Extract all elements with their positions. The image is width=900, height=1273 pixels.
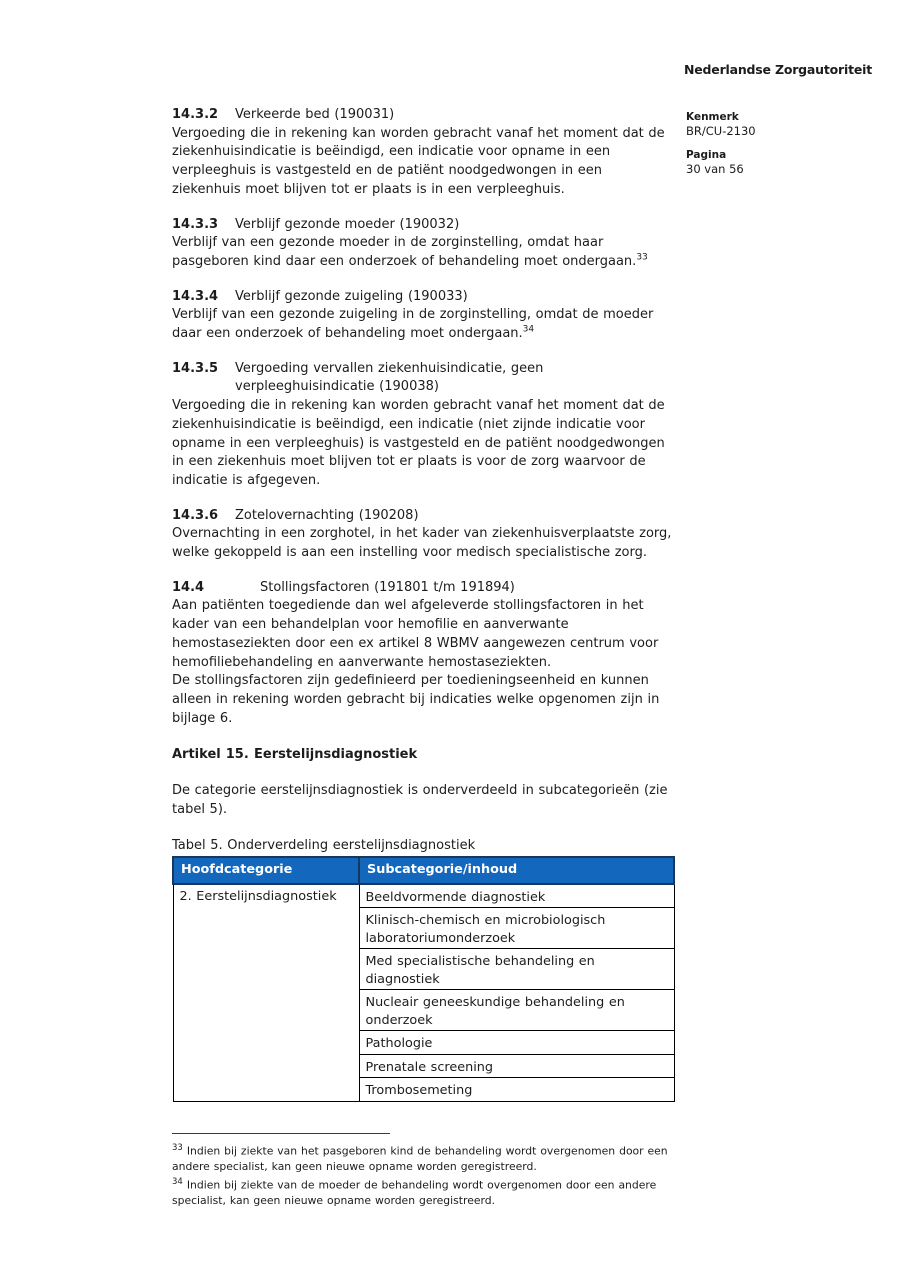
section-number: 14.3.2 bbox=[172, 107, 219, 122]
meta-spacer bbox=[686, 139, 756, 149]
section-14-3-2 bbox=[172, 106, 675, 200]
section-number: 14.3.6 bbox=[172, 507, 219, 523]
section-paragraph bbox=[172, 306, 675, 343]
table-header-subcategorie: Subcategorie/inhoud bbox=[359, 857, 674, 884]
section-title: Verblijf gezonde zuigeling (190033) bbox=[235, 288, 468, 304]
footnote-ref-33: 33 bbox=[636, 252, 648, 263]
section-paragraph: Aan patiënten toegediende dan wel afgeleverde stollingsfactoren in het kader van een behandelplan voor hemofilie en aanverwante hemostaseziekten door een ex artikel 8 WBMV aangewezen centrum voor hemofiliebehandeling en aanverwante hemostaseziekten. bbox=[172, 598, 659, 670]
table-caption: Tabel 5. Onderverdeling eerstelijnsdiagnostiek bbox=[172, 837, 476, 853]
table-cell-subcategorie: Pathologie bbox=[359, 1031, 674, 1055]
footnote-33-text: Indien bij ziekte van het pasgeboren kind de behandeling wordt overgenomen door een andere specialist, kan geen nieuwe opname worden geregistreerd. bbox=[172, 1144, 668, 1174]
table-row bbox=[173, 884, 674, 908]
section-number: 14.3.5 bbox=[172, 360, 219, 376]
artikel-number: Artikel 15. bbox=[172, 747, 249, 763]
table-header-hoofdcategorie: Hoofdcategorie bbox=[173, 857, 359, 884]
table-cell-subcategorie: Trombosemeting bbox=[359, 1078, 674, 1102]
section-heading bbox=[172, 216, 675, 235]
paragraph-text: Verblijf van een gezonde moeder in de zorginstelling, omdat haar pasgeboren kind daar een onderzoek of behandeling moet ondergaan. bbox=[172, 235, 637, 269]
section-14-4 bbox=[172, 579, 675, 729]
paragraph-text: Verblijf van een gezonde zuigeling in de zorginstelling, omdat de moeder daar een onderzoek of behandeling moet ondergaan. bbox=[172, 307, 654, 342]
section-paragraph: Vergoeding die in rekening kan worden gebracht vanaf het moment dat de ziekenhuisindicatie is beëindigd, een indicatie voor opname in een verpleeghuis is vastgesteld en de patiënt noodgedwongen in een ziekenhuis moet blijven tot er plaats is in een verpleeghuis. bbox=[172, 125, 665, 197]
section-paragraph: De stollingsfactoren zijn gedefinieerd per toedieningseenheid en kunnen alleen in rekening worden gebracht bij indicaties welke opgenomen zijn in bijlage 6. bbox=[172, 673, 660, 726]
artikel-15-heading bbox=[172, 746, 675, 765]
footnote-34-text: Indien bij ziekte van de moeder de behandeling wordt overgenomen door een andere specialist, kan geen nieuwe opname worden geregistreerd. bbox=[172, 1178, 657, 1208]
table-cell-subcategorie: Beeldvormende diagnostiek bbox=[359, 884, 674, 908]
section-number: 14.3.3 bbox=[172, 216, 219, 232]
table-cell-subcategorie: Klinisch-chemisch en microbiologisch laboratoriumonderzoek bbox=[359, 908, 674, 949]
section-14-3-4 bbox=[172, 288, 675, 344]
pagina-label: Pagina bbox=[686, 149, 727, 161]
table-cell-hoofdcategorie: 2. Eerstelijnsdiagnostiek bbox=[173, 884, 359, 1102]
table-header-row bbox=[173, 857, 674, 884]
section-14-3-6 bbox=[172, 507, 675, 563]
footnotes-block bbox=[172, 1133, 675, 1209]
section-title: Verkeerde bed (190031) bbox=[235, 107, 395, 122]
section-heading bbox=[172, 106, 675, 125]
pagina-value: 30 van 56 bbox=[686, 162, 744, 176]
footnote-33-ref: 33 bbox=[172, 1142, 183, 1153]
table-cell-subcategorie: Prenatale screening bbox=[359, 1054, 674, 1078]
footnote-ref-34: 34 bbox=[522, 324, 535, 335]
artikel-title: Eerstelijnsdiagnostiek bbox=[254, 747, 418, 763]
table-cell-subcategorie: Nucleair geneeskundige behandeling en onderzoek bbox=[359, 990, 674, 1031]
kenmerk-value: BR/CU-2130 bbox=[686, 124, 756, 138]
footnote-33 bbox=[172, 1141, 675, 1175]
section-paragraph: Overnachting in een zorghotel, in het kader van ziekenhuisverplaatste zorg, welke gekoppeld is aan een instelling voor medisch specialistische zorg. bbox=[172, 526, 672, 561]
section-number: 14.3.4 bbox=[172, 288, 219, 304]
section-number: 14.4 bbox=[172, 579, 205, 595]
table-cell-subcategorie: Med specialistische behandeling en diagnostiek bbox=[359, 949, 674, 990]
footnote-separator bbox=[172, 1133, 390, 1134]
section-title: Zotelovernachting (190208) bbox=[235, 507, 419, 523]
org-wordmark: Nederlandse Zorgautoriteit bbox=[684, 62, 872, 77]
section-heading bbox=[172, 507, 675, 526]
tabel-5 bbox=[172, 856, 675, 1102]
footnote-34-ref: 34 bbox=[172, 1177, 183, 1188]
section-paragraph bbox=[172, 234, 675, 271]
section-heading bbox=[172, 579, 675, 598]
section-14-3-3 bbox=[172, 216, 675, 272]
section-paragraph: Vergoeding die in rekening kan worden gebracht vanaf het moment dat de ziekenhuisindicatie is beëindigd, een indicatie (niet zijnde indicatie voor opname in een verpleeghuis) is vastgesteld en de patiënt noodgedwongen in een ziekenhuis moet blijven tot er plaats is voor de zorg waarvoor de indicatie is afgegeven. bbox=[172, 398, 665, 488]
section-title: Vergoeding vervallen ziekenhuisindicatie, geen verpleeghuisindicatie (190038) bbox=[235, 360, 544, 395]
section-title: Stollingsfactoren (191801 t/m 191894) bbox=[260, 579, 515, 595]
document-body bbox=[172, 106, 675, 1209]
section-14-3-5 bbox=[172, 360, 675, 491]
footnote-34 bbox=[172, 1175, 675, 1209]
section-heading bbox=[172, 288, 675, 307]
section-heading bbox=[172, 360, 675, 397]
section-title: Verblijf gezonde moeder (190032) bbox=[235, 216, 460, 232]
page-meta bbox=[686, 111, 756, 177]
kenmerk-label: Kenmerk bbox=[686, 111, 739, 123]
artikel-intro: De categorie eerstelijnsdiagnostiek is onderverdeeld in subcategorieën (zie tabel 5). bbox=[172, 783, 668, 817]
